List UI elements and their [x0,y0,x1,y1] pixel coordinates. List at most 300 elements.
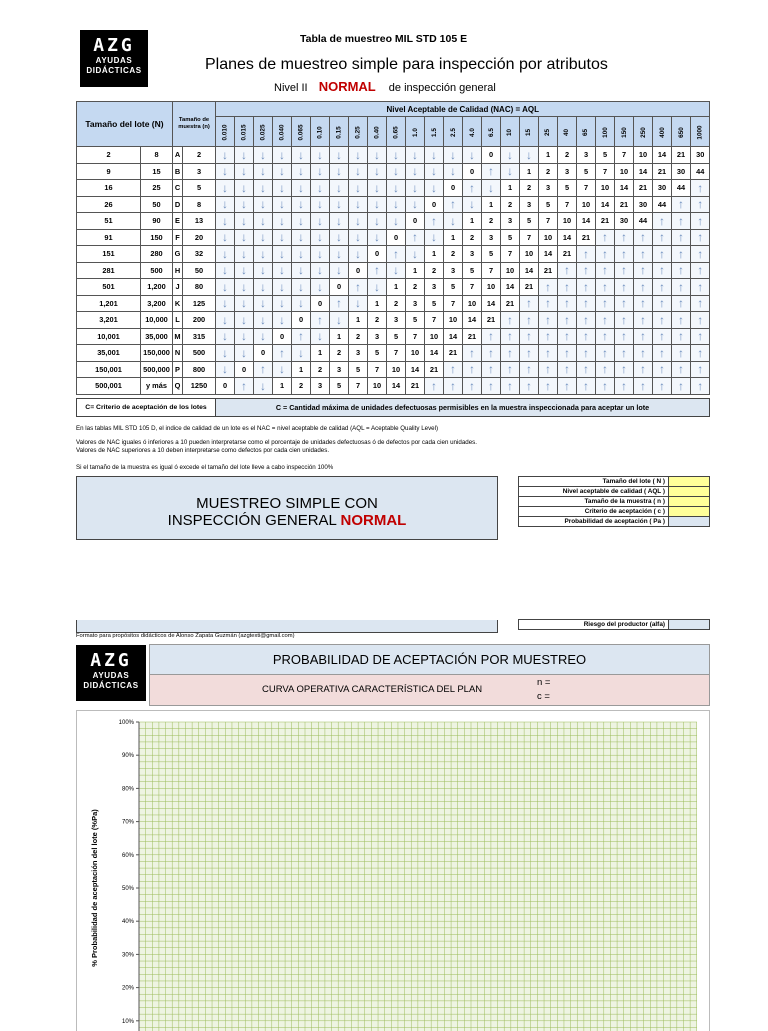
acceptance-cell: ↓ [292,295,311,312]
credit-line: Formato para propósitos didácticos de Alonso Zapata Guzmán (azgtexti@gmail.com) [76,633,295,639]
acceptance-cell: 30 [615,213,634,230]
acceptance-cell: 7 [501,246,520,263]
aql-column-header [235,117,254,147]
acceptance-cell: ↑ [558,361,577,378]
logo-sub1: AYUDAS [95,56,133,65]
acceptance-cell: ↑ [691,378,710,395]
acceptance-cell: ↓ [387,163,406,180]
acceptance-cell: ↑ [387,246,406,263]
acceptance-cell: ↓ [216,163,235,180]
acceptance-cell: 10 [539,229,558,246]
acceptance-cell: ↑ [520,345,539,362]
aql-value: 0.015 [240,124,248,141]
aql-header: Nivel Aceptable de Calidad (NAC) = AQL [216,102,710,117]
lot-size-to: 500,000 [141,361,173,378]
acceptance-cell: 21 [596,213,615,230]
aql-value: 100 [601,127,609,138]
acceptance-cell: 7 [577,180,596,197]
acceptance-cell: ↓ [216,196,235,213]
acceptance-cell: 10 [596,180,615,197]
lot-size-from: 2 [77,147,141,164]
acceptance-cell: 10 [615,163,634,180]
acceptance-cell: 10 [368,378,387,395]
aql-column-header [596,117,615,147]
aql-value: 40 [563,128,571,137]
acceptance-cell: ↓ [273,180,292,197]
acceptance-cell: ↑ [634,328,653,345]
acceptance-cell: ↓ [482,180,501,197]
acceptance-cell: ↑ [672,246,691,263]
acceptance-cell: ↓ [273,196,292,213]
acceptance-cell: ↓ [254,163,273,180]
sample-code: E [173,213,183,230]
aql-value: 0.10 [316,126,324,139]
acceptance-cell: ↑ [596,229,615,246]
parameter-value[interactable] [669,487,710,497]
acceptance-cell: ↓ [349,295,368,312]
parameter-row [519,497,710,507]
table-title: Tabla de muestreo MIL STD 105 E [300,33,468,45]
y-axis-label: % Probabilidad de aceptación del lote (%Pa) [90,809,99,967]
acceptance-cell: 3 [520,196,539,213]
acceptance-cell: ↓ [273,147,292,164]
acceptance-cell: ↑ [444,361,463,378]
table-row [77,345,710,362]
lot-size-from: 501 [77,279,141,296]
acceptance-cell: ↑ [482,163,501,180]
acceptance-cell: ↓ [235,295,254,312]
aql-column-header [463,117,482,147]
acceptance-cell: ↑ [653,295,672,312]
acceptance-cell: 14 [520,262,539,279]
acceptance-cell: ↑ [596,295,615,312]
acceptance-cell: 21 [653,163,672,180]
acceptance-cell: 0 [216,378,235,395]
acceptance-cell: 5 [577,163,596,180]
plan-parameters [518,476,710,527]
acceptance-cell: ↑ [577,312,596,329]
acceptance-cell: ↓ [273,163,292,180]
lot-size-from: 1,201 [77,295,141,312]
acceptance-cell: ↓ [330,180,349,197]
aql-value: 0.15 [335,126,343,139]
acceptance-cell: ↑ [558,295,577,312]
lot-size-to: 15 [141,163,173,180]
acceptance-cell: 1 [425,246,444,263]
acceptance-cell: ↓ [520,147,539,164]
acceptance-cell: 2 [425,262,444,279]
acceptance-cell: 1 [273,378,292,395]
acceptance-cell: 44 [672,180,691,197]
plan-title: Planes de muestreo simple para inspección por atributos [205,56,608,73]
parameter-value[interactable] [669,497,710,507]
acceptance-cell: ↓ [254,328,273,345]
sample-code: D [173,196,183,213]
y-tick-label: 70% [121,819,134,826]
aql-column-header [406,117,425,147]
acceptance-cell: 1 [387,279,406,296]
acceptance-cell: ↑ [691,295,710,312]
acceptance-cell: 2 [444,246,463,263]
acceptance-cell: ↓ [216,345,235,362]
acceptance-cell: ↑ [539,345,558,362]
acceptance-cell: ↑ [558,312,577,329]
acceptance-cell: 0 [292,312,311,329]
acceptance-cell: 21 [539,262,558,279]
summary-title-prefix: INSPECCIÓN GENERAL [167,512,337,529]
table-row [77,163,710,180]
acceptance-cell: ↑ [691,196,710,213]
lot-size-from: 35,001 [77,345,141,362]
lot-size-to: 1,200 [141,279,173,296]
acceptance-cell: ↑ [482,378,501,395]
acceptance-cell: ↑ [691,361,710,378]
aql-value: 650 [677,127,685,138]
acceptance-cell: ↑ [672,279,691,296]
acceptance-cell: 1 [444,229,463,246]
acceptance-cell: ↓ [235,246,254,263]
acceptance-cell: 3 [577,147,596,164]
acceptance-cell: ↑ [691,213,710,230]
aql-value: 0.65 [392,126,400,139]
acceptance-cell: ↑ [672,312,691,329]
acceptance-cell: ↓ [273,229,292,246]
parameter-value[interactable] [669,477,710,487]
aql-column-header [672,117,691,147]
acceptance-cell: ↑ [653,378,672,395]
acceptance-cell: 7 [558,196,577,213]
acceptance-cell: 2 [311,361,330,378]
acceptance-cell: ↓ [292,180,311,197]
acceptance-cell: ↓ [235,229,254,246]
aql-value: 0.40 [373,126,381,139]
acceptance-cell: ↓ [254,180,273,197]
sample-size: 50 [183,262,216,279]
acceptance-cell: ↑ [653,345,672,362]
acceptance-cell: 10 [577,196,596,213]
acceptance-cell: 21 [672,147,691,164]
sample-size: 20 [183,229,216,246]
lot-size-header: Tamaño del lote (N) [77,102,173,147]
acceptance-cell: ↓ [216,229,235,246]
producer-risk-box [76,620,498,633]
sample-size: 1250 [183,378,216,395]
acceptance-cell: ↓ [387,196,406,213]
acceptance-cell: ↓ [330,229,349,246]
acceptance-cell: ↓ [235,312,254,329]
acceptance-cell: 5 [349,361,368,378]
aql-value: 1000 [696,125,704,140]
summary-title-line2 [77,512,497,529]
acceptance-cell: ↑ [653,229,672,246]
aql-column-header [254,117,273,147]
acceptance-cell: ↓ [273,361,292,378]
aql-value: 6.5 [487,128,495,137]
sample-code: H [173,262,183,279]
acceptance-cell: ↓ [406,196,425,213]
lot-size-to: 280 [141,246,173,263]
acceptance-cell: ↑ [634,246,653,263]
acceptance-cell: ↓ [311,229,330,246]
acceptance-cell: ↓ [254,262,273,279]
acceptance-cell: 3 [368,328,387,345]
acceptance-cell: 21 [406,378,425,395]
acceptance-cell: 5 [520,213,539,230]
acceptance-cell: 14 [501,279,520,296]
acceptance-cell: ↓ [254,295,273,312]
parameter-label: Probabilidad de aceptación ( Pa ) [519,517,669,527]
acceptance-cell: 0 [311,295,330,312]
acceptance-cell: 14 [482,295,501,312]
acceptance-cell: ↑ [615,328,634,345]
table-row [77,361,710,378]
acceptance-cell: ↑ [463,345,482,362]
acceptance-cell: ↓ [368,163,387,180]
acceptance-cell: 7 [444,295,463,312]
acceptance-cell: 1 [349,312,368,329]
acceptance-cell: ↑ [273,345,292,362]
acceptance-cell: ↓ [444,163,463,180]
note-aql-gt-10: Valores de NAC superiores a 10 deben interpretarse como defectos por cada cien unidades. [76,447,330,454]
acceptance-cell: ↓ [292,163,311,180]
acceptance-cell: 10 [463,295,482,312]
acceptance-cell: 2 [463,229,482,246]
sample-code: K [173,295,183,312]
aql-value: 65 [582,128,590,137]
acceptance-cell: 5 [444,279,463,296]
acceptance-cell: ↑ [653,361,672,378]
chart-title: PROBABILIDAD DE ACEPTACIÓN POR MUESTREO [272,652,587,667]
aql-column-header [292,117,311,147]
acceptance-cell: ↓ [311,196,330,213]
aql-column-header [273,117,292,147]
acceptance-cell: ↑ [539,312,558,329]
acceptance-cell: ↓ [311,147,330,164]
acceptance-cell: ↓ [330,196,349,213]
azg-logo [80,30,148,87]
acceptance-cell: ↑ [577,378,596,395]
lot-size-from: 16 [77,180,141,197]
acceptance-cell: 1 [406,262,425,279]
acceptance-cell: 2 [520,180,539,197]
acceptance-cell: 21 [482,312,501,329]
acceptance-cell: ↑ [558,262,577,279]
aql-column-header [387,117,406,147]
aql-column-header [634,117,653,147]
acceptance-cell: 7 [596,163,615,180]
acceptance-cell: ↓ [273,262,292,279]
logo-sub1-2: AYUDAS [92,671,130,680]
acceptance-cell: ↓ [292,345,311,362]
acceptance-cell: 2 [558,147,577,164]
acceptance-cell: ↓ [235,279,254,296]
acceptance-cell: 5 [387,328,406,345]
aql-value: 2.5 [449,128,457,137]
acceptance-cell: 0 [482,147,501,164]
acceptance-cell: ↓ [216,295,235,312]
acceptance-cell: 5 [463,262,482,279]
note-aql-lte-10: Valores de NAC iguales ó inferiores a 10 pueden interpretarse como el porcentaje de unidades defectuosas ó de defectos por cada cien unidades. [76,439,477,446]
lot-size-to: 25 [141,180,173,197]
sample-size: 2 [183,147,216,164]
acceptance-cell: 3 [482,229,501,246]
acceptance-cell: 0 [444,180,463,197]
acceptance-cell: ↓ [406,147,425,164]
logo-sub2-2: DIDÁCTICAS [83,681,139,690]
risk-label: Riesgo del productor (alfa) [519,620,669,630]
acceptance-cell: ↑ [691,328,710,345]
acceptance-cell: ↑ [634,312,653,329]
aql-column-header [577,117,596,147]
acceptance-cell: ↑ [311,312,330,329]
sample-size: 315 [183,328,216,345]
acceptance-cell: ↑ [615,262,634,279]
acceptance-cell: ↓ [216,279,235,296]
acceptance-cell: ↑ [558,279,577,296]
sample-size: 125 [183,295,216,312]
table-footer [76,398,710,417]
acceptance-cell: ↓ [216,180,235,197]
acceptance-cell: ↓ [406,163,425,180]
acceptance-cell: ↓ [330,213,349,230]
acceptance-cell: ↓ [330,262,349,279]
acceptance-cell: ↓ [349,196,368,213]
acceptance-cell: 14 [425,345,444,362]
acceptance-cell: ↓ [330,246,349,263]
sample-size: 200 [183,312,216,329]
table-row [77,312,710,329]
acceptance-cell: ↑ [691,180,710,197]
risk-value[interactable] [669,620,710,630]
acceptance-cell: ↑ [615,378,634,395]
acceptance-cell: ↑ [406,229,425,246]
acceptance-cell: ↓ [273,246,292,263]
sample-code: G [173,246,183,263]
acceptance-cell: ↓ [254,196,273,213]
acceptance-cell: 21 [463,328,482,345]
table-row [77,229,710,246]
acceptance-cell: ↓ [235,180,254,197]
sample-size: 3 [183,163,216,180]
acceptance-cell: 10 [634,147,653,164]
acceptance-cell: ↑ [425,213,444,230]
acceptance-cell: ↑ [691,229,710,246]
aql-value: 1.5 [430,128,438,137]
acceptance-cell: ↑ [235,378,254,395]
acceptance-cell: ↓ [292,279,311,296]
acceptance-cell: ↑ [653,279,672,296]
aql-value: 150 [620,127,628,138]
acceptance-cell: ↓ [311,213,330,230]
acceptance-cell: 5 [558,180,577,197]
sample-code: F [173,229,183,246]
lot-size-from: 51 [77,213,141,230]
acceptance-cell: ↓ [216,328,235,345]
note-aql: En las tablas MIL STD 105 D, el indice de calidad de un lote es el NAC = nivel aceptable de calidad (AQL = Aceptable Quality Level) [76,425,439,432]
c-label: c = [537,691,550,702]
acceptance-cell: ↓ [292,213,311,230]
acceptance-cell: ↑ [463,361,482,378]
acceptance-cell: 5 [330,378,349,395]
acceptance-cell: ↑ [520,361,539,378]
acceptance-cell: ↑ [539,279,558,296]
acceptance-cell: ↓ [349,180,368,197]
acceptance-cell: ↓ [273,213,292,230]
table-row [77,180,710,197]
acceptance-cell: 21 [615,196,634,213]
parameter-label: Nivel aceptable de calidad ( AQL ) [519,487,669,497]
acceptance-cell: ↑ [520,378,539,395]
acceptance-cell: 14 [596,196,615,213]
acceptance-cell: ↑ [330,295,349,312]
acceptance-cell: ↑ [558,328,577,345]
parameter-value[interactable] [669,517,710,527]
acceptance-cell: ↓ [387,180,406,197]
acceptance-cell: ↑ [653,246,672,263]
acceptance-cell: 0 [273,328,292,345]
acceptance-cell: ↓ [368,147,387,164]
acceptance-cell: 21 [577,229,596,246]
acceptance-cell: ↓ [235,262,254,279]
acceptance-cell: 7 [539,213,558,230]
sample-code: C [173,180,183,197]
sample-size: 500 [183,345,216,362]
sample-size: 8 [183,196,216,213]
acceptance-cell: 44 [634,213,653,230]
acceptance-cell: ↑ [501,378,520,395]
acceptance-cell: ↑ [691,345,710,362]
acceptance-cell: ↑ [596,312,615,329]
y-tick-label: 40% [121,919,134,926]
acceptance-cell: ↓ [235,163,254,180]
table-row [77,328,710,345]
acceptance-cell: 3 [387,312,406,329]
acceptance-cell: 3 [539,180,558,197]
aql-value: 0.010 [221,124,229,141]
acceptance-cell: ↓ [425,163,444,180]
acceptance-cell: 3 [311,378,330,395]
parameter-value[interactable] [669,507,710,517]
acceptance-cell: ↓ [368,229,387,246]
acceptance-cell: ↑ [691,246,710,263]
aql-column-header [368,117,387,147]
aql-column-header [425,117,444,147]
lot-size-to: 8 [141,147,173,164]
acceptance-cell: ↓ [254,229,273,246]
parameter-row [519,477,710,487]
acceptance-cell: 0 [406,213,425,230]
aql-value: 0.065 [297,124,305,141]
level-mode: NORMAL [318,79,376,94]
acceptance-cell: ↓ [235,328,254,345]
acceptance-cell: ↑ [634,345,653,362]
acceptance-cell: 7 [615,147,634,164]
lot-size-from: 151 [77,246,141,263]
lot-size-to: 35,000 [141,328,173,345]
parameter-row [519,517,710,527]
acceptance-cell: ↓ [406,246,425,263]
acceptance-cell: 5 [425,295,444,312]
acceptance-cell: ↑ [615,312,634,329]
acceptance-cell: ↓ [311,180,330,197]
acceptance-cell: 7 [349,378,368,395]
acceptance-cell: ↑ [444,196,463,213]
acceptance-cell: ↓ [311,246,330,263]
acceptance-cell: ↓ [273,295,292,312]
acceptance-cell: ↑ [615,229,634,246]
sample-code: P [173,361,183,378]
table-row [77,147,710,164]
